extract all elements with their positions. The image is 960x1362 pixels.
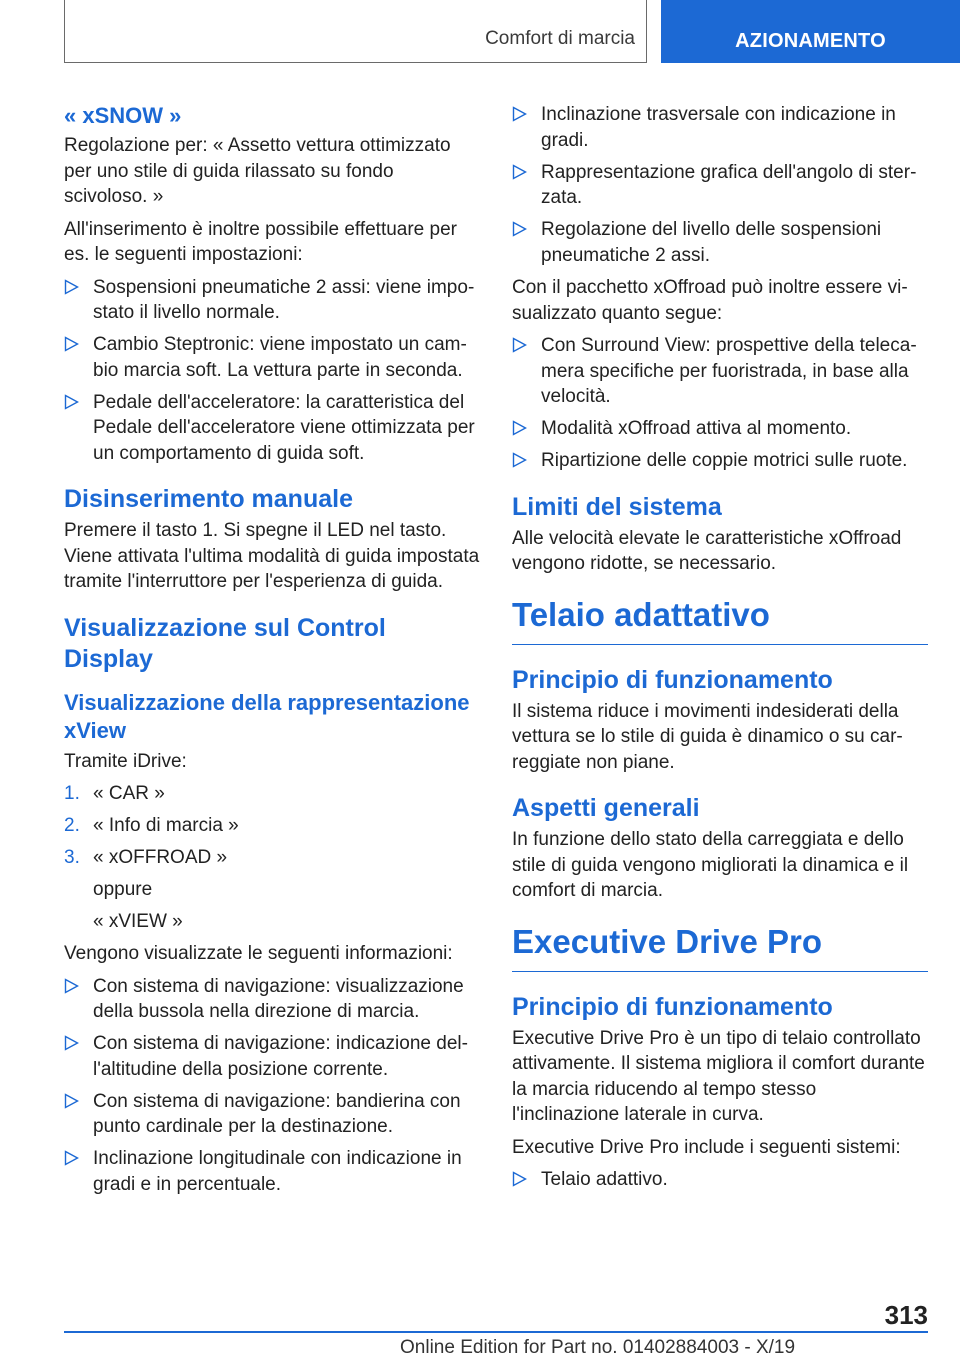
- list-item: Con sistema di navigazione: bandierina con punto cardinale per la destinazione.: [64, 1089, 480, 1140]
- list-item: Telaio adattivo.: [512, 1167, 928, 1193]
- insert-intro: All'inserimento è inoltre possibile effettuare per es. le seguenti impostazioni:: [64, 218, 457, 265]
- list-item: Ripartizione delle coppie motrici sulle ruote.: [512, 448, 928, 474]
- list-item: Inclinazione longitudinale con indicazione in gradi e in percentuale.: [64, 1146, 480, 1197]
- triangle-bullet-icon: [64, 336, 79, 352]
- list-item: Inclinazione trasversale con indicazione in gradi.: [512, 102, 928, 153]
- triangle-bullet-icon: [512, 221, 527, 237]
- xview-heading: Visualizzazione della rappresentazione xView: [64, 689, 470, 743]
- list-item: Sospensioni pneumatiche 2 assi: viene impo-stato il livello normale.: [64, 275, 480, 326]
- footer-divider: [64, 1331, 928, 1333]
- triangle-bullet-icon: [64, 1093, 79, 1109]
- idrive-steps: [64, 781, 480, 871]
- header-chapter-label: AZIONAMENTO: [735, 30, 886, 52]
- triangle-bullet-icon: [512, 106, 527, 122]
- executive-drive-pro-heading: Executive Drive Pro: [512, 922, 928, 972]
- triangle-bullet-icon: [512, 420, 527, 436]
- list-item: Con sistema di navigazione: visualizzazione della bussola nella direzione di marcia.: [64, 974, 480, 1025]
- control-display-heading: Visualizzazione sul Control Display: [64, 613, 386, 673]
- triangle-bullet-icon: [64, 978, 79, 994]
- shown-list: [64, 974, 480, 1198]
- right-column: [512, 102, 928, 1200]
- general-aspects-text: In funzione dello stato della carreggiata e dello stile di guida vengono migliorati la dinamica e il comfort di marcia.: [512, 829, 909, 901]
- insert-list: [64, 275, 480, 467]
- idrive-intro: Tramite iDrive:: [64, 750, 187, 772]
- header-section-title: Comfort di marcia: [485, 28, 635, 49]
- list-item: 2. « Info di marcia »: [64, 815, 239, 836]
- xsnow-description: Regolazione per: « Assetto vettura ottimizzato per uno stile di guida rilassato su fondo scivoloso. »: [64, 135, 451, 207]
- triangle-bullet-icon: [512, 452, 527, 468]
- edp-includes-intro: Executive Drive Pro include i seguenti sistemi:: [512, 1136, 901, 1158]
- left-column: [64, 102, 480, 1204]
- system-limits-heading: Limiti del sistema: [512, 492, 722, 521]
- list-item: 1. « CAR »: [64, 783, 165, 804]
- list-item: Rappresentazione grafica dell'angolo di ster-zata.: [512, 160, 928, 211]
- triangle-bullet-icon: [512, 164, 527, 180]
- manual-off-text: Premere il tasto 1. Si spegne il LED nel tasto. Viene attivata l'ultima modalità di guida impostata tramite l'interruttore per l'esperienza di guida.: [64, 520, 480, 592]
- triangle-bullet-icon: [64, 1150, 79, 1166]
- list-item: Regolazione del livello delle sospensioni pneumatiche 2 assi.: [512, 217, 928, 268]
- system-limits-text: Alle velocità elevate le caratteristiche xOffroad vengono ridotte, se necessario.: [512, 527, 902, 574]
- principle-heading-1: Principio di funzionamento: [512, 665, 833, 694]
- shown-list-continued: [512, 102, 928, 268]
- principle-heading-2: Principio di funzionamento: [512, 992, 833, 1021]
- triangle-bullet-icon: [512, 337, 527, 353]
- principle-text-2: Executive Drive Pro è un tipo di telaio controllato attivamente. Il sistema migliora il comfort durante la marcia riducendo al tempo stesso l'inclinazione laterale in curva.: [512, 1027, 925, 1125]
- manual-off-heading: Disinserimento manuale: [64, 485, 353, 513]
- list-item: Cambio Steptronic: viene impostato un cam-bio marcia soft. La vettura parte in seconda.: [64, 332, 480, 383]
- xsnow-heading: « xSNOW »: [64, 103, 182, 128]
- general-aspects-heading: Aspetti generali: [512, 794, 700, 822]
- list-item: Modalità xOffroad attiva al momento.: [512, 416, 928, 442]
- triangle-bullet-icon: [512, 1171, 527, 1187]
- shown-intro: Vengono visualizzate le seguenti informazioni:: [64, 943, 453, 964]
- list-item: Con sistema di navigazione: indicazione del-l'altitudine della posizione corrente.: [64, 1031, 480, 1082]
- xview-option: « xVIEW »: [93, 911, 183, 932]
- adaptive-chassis-heading: Telaio adattativo: [512, 595, 928, 645]
- triangle-bullet-icon: [64, 279, 79, 295]
- list-item: Con Surround View: prospettive della teleca-mera specifiche per fuoristrada, in base alla velocità.: [512, 333, 928, 410]
- principle-text-1: Il sistema riduce i movimenti indesiderati della vettura se lo stile di guida è dinamico o su car-reggiate non piane.: [512, 700, 903, 773]
- triangle-bullet-icon: [64, 394, 79, 410]
- page-number: 313: [884, 1300, 928, 1330]
- triangle-bullet-icon: [64, 1035, 79, 1051]
- header-chapter-tab: [661, 0, 960, 63]
- list-item: Pedale dell'acceleratore: la caratteristica del Pedale dell'acceleratore viene ottimizzata per un comportamento di guida soft.: [64, 390, 480, 467]
- offroad-intro: Con il pacchetto xOffroad può inoltre essere vi-sualizzato quanto segue:: [512, 277, 908, 324]
- offroad-list: [512, 333, 928, 474]
- edp-systems-list: [512, 1167, 928, 1193]
- footer-edition: Online Edition for Part no. 01402884003 - X/19: [400, 1337, 796, 1358]
- list-item: 3. « xOFFROAD »: [64, 847, 228, 868]
- or-text: oppure: [93, 879, 153, 900]
